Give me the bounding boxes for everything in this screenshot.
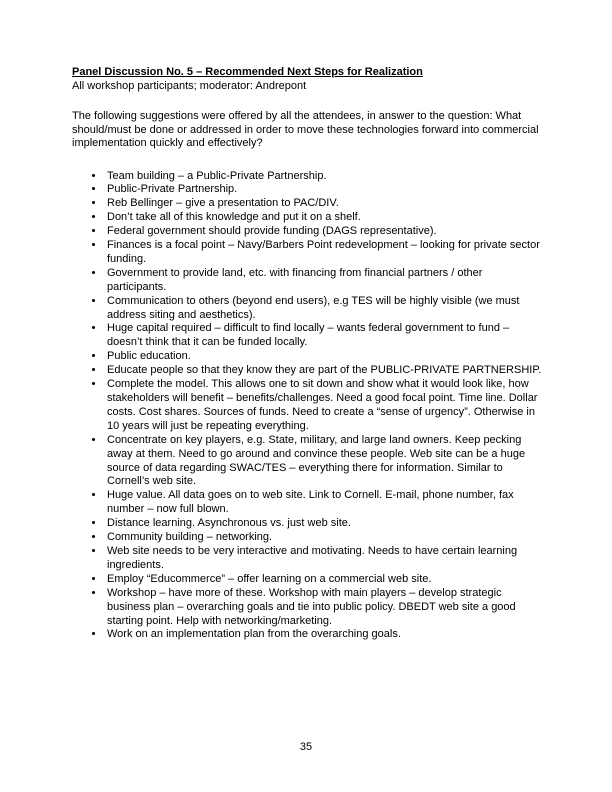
list-item xyxy=(105,364,542,378)
list-item xyxy=(105,239,542,267)
list-item xyxy=(105,531,542,545)
list-item-text: Public-Private Partnership. xyxy=(107,183,238,196)
list-item xyxy=(105,197,542,211)
intro-paragraph: The following suggestions were offered by all the attendees, in answer to the question: What should/must be done or addressed in order to move these technologies forward into commercial implementation quickly and effectively? xyxy=(72,110,539,149)
list-item-text: Community building – networking. xyxy=(107,531,273,544)
list-item xyxy=(105,183,542,197)
list-item xyxy=(105,517,542,531)
list-item xyxy=(105,628,542,642)
list-item-text: Finances is a focal point – Navy/Barbers Point redevelopment – looking for private sector funding. xyxy=(107,239,540,265)
list-item-text: Work on an implementation plan from the overarching goals. xyxy=(107,628,401,641)
list-item-text: Complete the model. This allows one to sit down and show what it would look like, how stakeholders will benefit – benefits/challenges. Need a good focal point. Time line. Dollar costs. Cost shares. Sources of funds. Need to create a “sense of urgency”. Otherwise in 10 years will just be repeating everything. xyxy=(107,378,538,432)
list-item-text: Distance learning. Asynchronous vs. just web site. xyxy=(107,517,351,530)
list-item xyxy=(105,573,542,587)
list-item xyxy=(105,545,542,573)
list-item xyxy=(105,350,542,364)
list-item-text: Educate people so that they know they are part of the PUBLIC-PRIVATE PARTNERSHIP. xyxy=(107,364,542,377)
list-item-text: Communication to others (beyond end users), e.g TES will be highly visible (we must address siting and aesthetics). xyxy=(107,294,520,321)
list-item-text: Huge capital required – difficult to find locally – wants federal government to fund – doesn’t think that it can be funded locally. xyxy=(107,322,510,349)
list-item xyxy=(105,267,542,295)
list-item-text: Reb Bellinger – give a presentation to PAC/DIV. xyxy=(107,197,339,210)
list-item xyxy=(105,378,542,434)
list-item-text: Concentrate on key players, e.g. State, military, and large land owners. Keep pecking away at them. Need to go around and convince these people. Web site can be a huge source of data regarding SWAC/TES – everything there for information. Similar to Cornell’s web site. xyxy=(107,433,526,488)
page-number: 35 xyxy=(299,740,313,753)
list-item xyxy=(105,322,542,350)
list-item xyxy=(105,434,542,490)
list-item-text: Government to provide land, etc. with financing from financial partners / other participants. xyxy=(107,266,483,293)
list-item xyxy=(105,587,542,629)
section-heading: Panel Discussion No. 5 – Recommended Next Steps for Realization xyxy=(72,66,423,78)
list-item-text: Public education. xyxy=(107,350,191,363)
list-item-text: Federal government should provide funding (DAGS representative). xyxy=(107,225,437,238)
moderator-line: All workshop participants; moderator: Andrepont xyxy=(72,79,307,92)
list-item-text: Don’t take all of this knowledge and put it on a shelf. xyxy=(107,211,361,224)
list-item xyxy=(105,489,542,517)
suggestions-list xyxy=(72,170,542,643)
list-item-text: Team building – a Public-Private Partnership. xyxy=(107,169,327,182)
list-item-text: Huge value. All data goes on to web site. Link to Cornell. E-mail, phone number, fax number – now full blown. xyxy=(107,489,514,516)
list-item xyxy=(105,295,542,323)
list-item-text: Web site needs to be very interactive and motivating. Needs to have certain learning ingredients. xyxy=(107,544,518,571)
list-item-text: Workshop – have more of these. Workshop with main players – develop strategic business plan – overarching goals and tie into public policy. DBEDT web site a good starting point. Help with networking/marketing. xyxy=(107,586,516,627)
list-item-text: Employ “Educommerce” – offer learning on a commercial web site. xyxy=(107,572,432,585)
list-item xyxy=(105,170,542,184)
list-item xyxy=(105,225,542,239)
list-item xyxy=(105,211,542,225)
